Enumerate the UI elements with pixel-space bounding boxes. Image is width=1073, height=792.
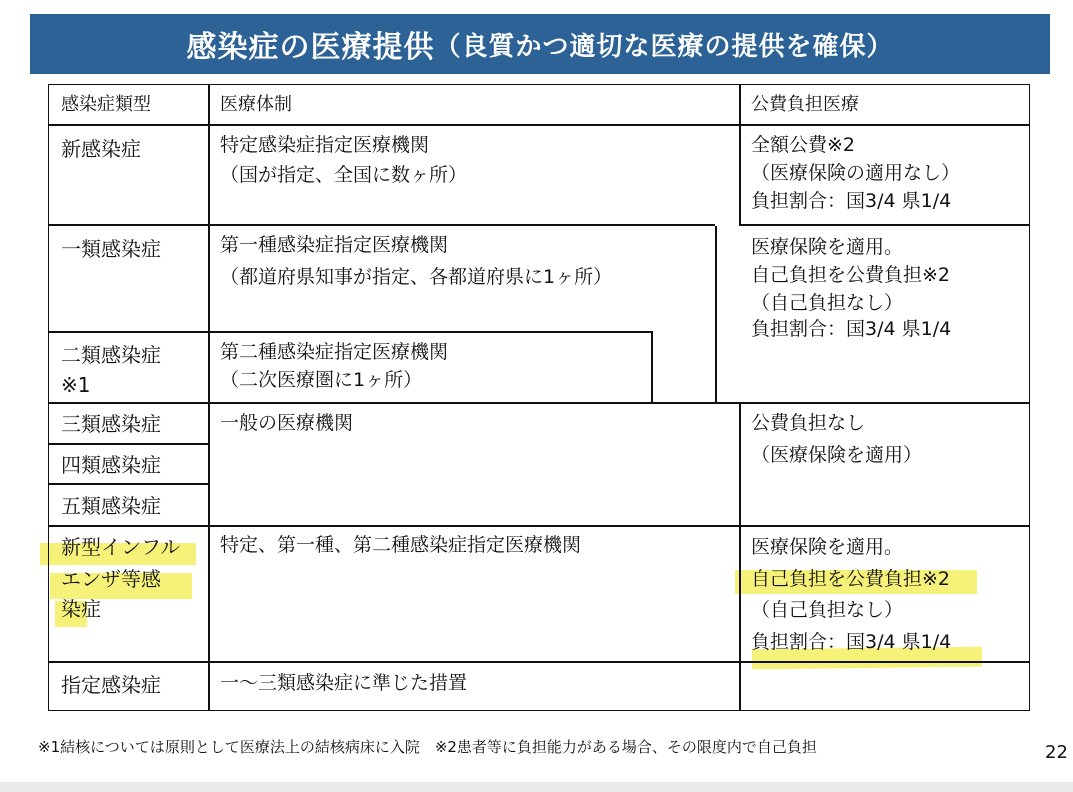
divider (49, 224, 209, 226)
divider (739, 85, 741, 226)
title-main: 感染症の医療提供 (186, 30, 435, 65)
divider (49, 331, 209, 333)
system-shitei: 一～三類感染症に準じた措置 (220, 672, 468, 694)
divider (739, 403, 741, 710)
cost-flu-line1: 医療保険を適用。 (751, 536, 904, 558)
cost-flu-line4: 負担割合：国3/4 県1/4 (751, 631, 952, 653)
type-yon: 四類感染症 (61, 453, 161, 477)
divider (49, 483, 209, 485)
type-ni-line2: ※1 (61, 373, 91, 397)
system-ichi-line1: 第一種感染症指定医療機関 (220, 234, 449, 256)
medical-provision-table (48, 84, 1030, 711)
divider (739, 224, 1029, 226)
cost-shin-line3: 負担割合：国3/4 県1/4 (751, 190, 952, 212)
divider (49, 124, 1029, 126)
type-flu-line2: エンザ等感 (61, 567, 161, 591)
header-type: 感染症類型 (61, 94, 151, 115)
system-shin-line2: （国が指定、全国に数ヶ所） (220, 164, 468, 186)
divider (49, 443, 209, 445)
type-flu-line3: 染症 (61, 597, 101, 621)
cost-ichi-ni-line2: 自己負担を公費負担※2 (751, 264, 951, 286)
cost-ichi-ni-line1: 医療保険を適用。 (751, 236, 904, 258)
cost-san-go-line2: （医療保険を適用） (751, 444, 923, 466)
divider (49, 525, 1029, 527)
cost-ichi-ni-line3: （自己負担なし） (751, 292, 904, 314)
footnote: ※1結核については原則として医療法上の結核病床に入院 ※2患者等に負担能力がある場合、その限度内で自己負担 (38, 738, 817, 756)
page-number: 22 (1045, 742, 1068, 763)
system-flu: 特定、第一種、第二種感染症指定医療機関 (220, 534, 582, 556)
title-bar (30, 14, 1050, 74)
divider (49, 402, 1029, 404)
divider (209, 331, 652, 333)
system-san-go: 一般の医療機関 (220, 412, 354, 434)
system-shin-line1: 特定感染症指定医療機関 (220, 134, 430, 156)
divider (715, 226, 717, 403)
header-system: 医療体制 (220, 94, 292, 115)
type-ichi: 一類感染症 (61, 237, 161, 261)
bottom-band (0, 782, 1073, 792)
divider (208, 85, 210, 710)
system-ni-line1: 第二種感染症指定医療機関 (220, 341, 449, 363)
cost-san-go-line1: 公費負担なし (751, 412, 866, 434)
type-go: 五類感染症 (61, 494, 161, 518)
divider (49, 661, 1029, 663)
header-cost: 公費負担医療 (751, 94, 859, 115)
divider (209, 224, 715, 226)
cost-shin-line1: 全額公費※2 (751, 134, 856, 156)
cost-flu-line3: （自己負担なし） (751, 599, 904, 621)
system-ichi-line2: （都道府県知事が指定、各都道府県に1ヶ所） (220, 266, 613, 288)
type-shitei: 指定感染症 (61, 673, 161, 697)
system-ni-line2: （二次医療圏に1ヶ所） (220, 369, 423, 391)
divider (651, 331, 653, 403)
title-sub: （良質かつ適切な医療の提供を確保） (434, 31, 894, 62)
cost-shin-line2: （医療保険の適用なし） (751, 162, 961, 184)
type-ni-line1: 二類感染症 (61, 343, 161, 367)
cost-ichi-ni-line4: 負担割合：国3/4 県1/4 (751, 318, 952, 340)
type-shin: 新感染症 (61, 137, 141, 161)
cost-flu-line2: 自己負担を公費負担※2 (751, 568, 951, 590)
type-san: 三類感染症 (61, 412, 161, 436)
type-flu-line1: 新型インフル (61, 535, 181, 559)
